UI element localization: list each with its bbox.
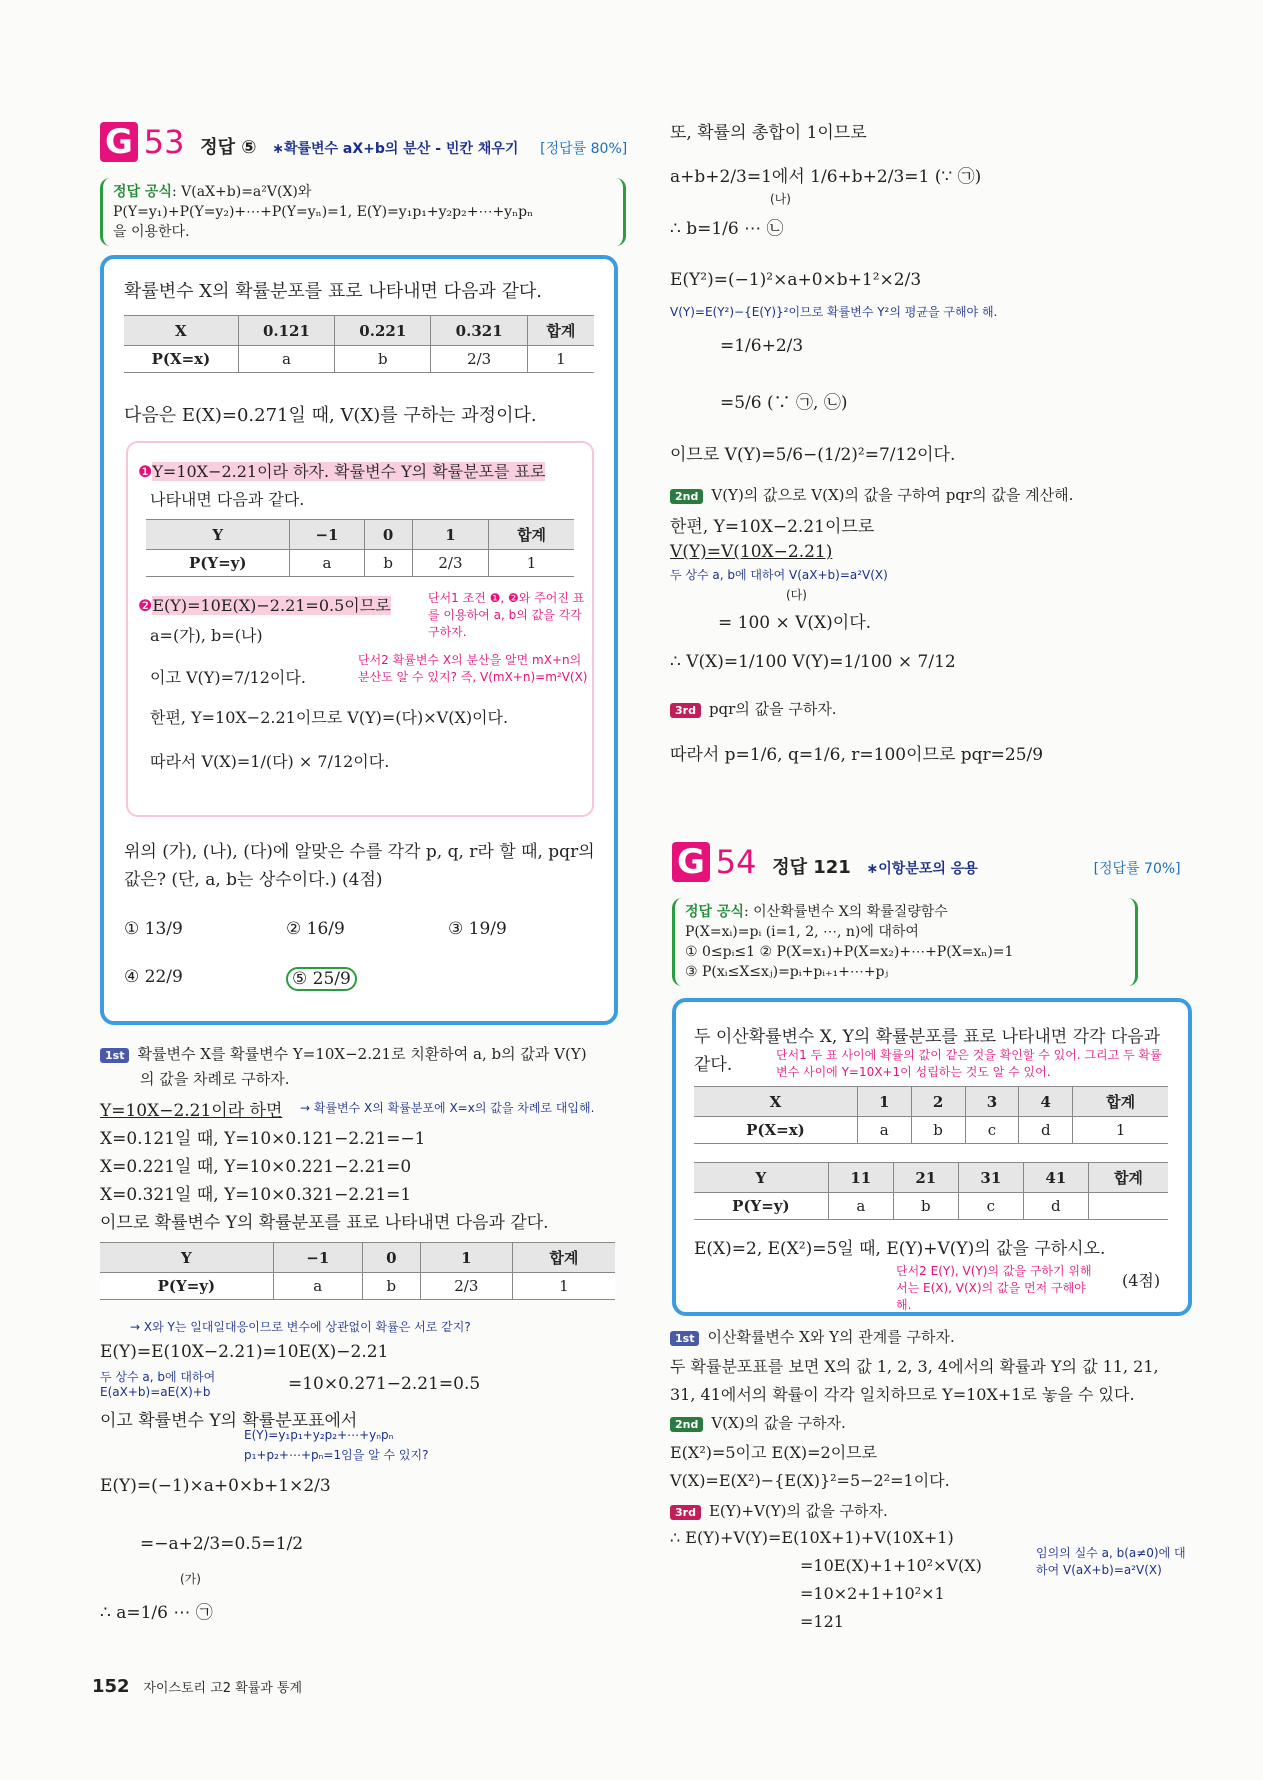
step-badge: 1st [100, 1048, 129, 1063]
solution-line: = 100 × V(X)이다. [718, 613, 872, 633]
formula-line: 이산확률변수 X의 확률질량함수 [753, 904, 948, 920]
table-cell: b [335, 346, 431, 373]
table-cell: b [364, 550, 412, 577]
step-title: pqr의 값을 구하자. [708, 700, 837, 718]
proof-line: E(Y)=10E(X)−2.21=0.5이므로 [152, 596, 391, 615]
table-cell: P(X=x) [694, 1117, 857, 1144]
topic-tag: ∗확률변수 aX+b의 분산 - 빈칸 채우기 [272, 141, 519, 157]
formula-line: ③ P(xᵢ≤X≤xⱼ)=pᵢ+pᵢ₊₁+⋯+pⱼ [685, 964, 889, 980]
solution-line: =121 [800, 1612, 844, 1631]
formula-label: 정답 공식 [685, 904, 744, 920]
solution-line: X=0.321일 때, Y=10×0.321−2.21=1 [100, 1185, 412, 1205]
proof-line: a=(가), b=(나) [150, 626, 263, 645]
table-cell: 1 [1073, 1117, 1168, 1144]
table-cell: P(X=x) [124, 346, 238, 373]
accuracy-rate: [정답률 80%] [540, 141, 628, 157]
step-title: E(Y)+V(Y)의 값을 구하자. [708, 1502, 888, 1520]
question-text: 같다. [694, 1055, 733, 1075]
step-title: V(Y)의 값으로 V(X)의 값을 구하여 pqr의 값을 계산해. [711, 486, 1074, 504]
table-header: 0.121 [238, 316, 334, 346]
step-3-heading [670, 698, 837, 719]
table-cell: 2/3 [412, 550, 488, 577]
table-header: 합계 [527, 316, 594, 346]
distribution-table-y [146, 519, 574, 577]
table-header: 합계 [512, 1243, 615, 1273]
question-54-box [672, 998, 1192, 1316]
proof-line: 한편, Y=10X−2.21이므로 V(Y)=(다)×V(X)이다. [150, 708, 509, 727]
book-title: 자이스토리 고2 확률과 통계 [143, 1681, 303, 1696]
table-header: 4 [1019, 1087, 1073, 1117]
hint-2: 단서2 E(Y), V(Y)의 값을 구하기 위해서는 E(X), V(X)의 값을 먼저 구해야 해. [896, 1264, 1092, 1312]
table-header: 합계 [489, 520, 574, 550]
step-3-heading [670, 1500, 888, 1521]
option-1[interactable]: ① 13/9 [124, 919, 183, 939]
solution-line: V(X)=E(X²)−{E(X)}²=5−2²=1이다. [670, 1471, 950, 1490]
option-2[interactable]: ② 16/9 [286, 919, 345, 939]
question-text: 두 이산확률변수 X, Y의 확률분포를 표로 나타내면 각각 다음과 [694, 1027, 1161, 1047]
step-2-heading [670, 484, 1073, 505]
step-title: V(X)의 값을 구하자. [711, 1414, 846, 1432]
problem-number: 53 [143, 123, 185, 161]
solution-note: → X와 Y는 일대일대응이므로 변수에 상관없이 확률은 서로 같지? [130, 1320, 471, 1334]
hint-1: 단서1 조건 ❶, ❷와 주어진 표를 이용하여 a, b의 값을 각각 구하자. [428, 591, 585, 639]
table-cell: 1 [489, 550, 574, 577]
step-2-heading [670, 1412, 846, 1433]
table-cell: 2/3 [420, 1273, 512, 1300]
option-5[interactable]: ⑤ 25/9 [286, 967, 357, 991]
table-cell: b [893, 1193, 958, 1220]
table-cell: d [1023, 1193, 1088, 1220]
solution-line: 두 확률분포표를 보면 X의 값 1, 2, 3, 4에서의 확률과 Y의 값 11, 21, [670, 1357, 1159, 1376]
table-cell: P(Y=y) [100, 1273, 273, 1300]
table-header: 합계 [1073, 1087, 1168, 1117]
solution-line: X=0.121일 때, Y=10×0.121−2.21=−1 [100, 1129, 426, 1149]
solution-line: 이므로 V(Y)=5/6−(1/2)²=7/12이다. [670, 445, 956, 465]
formula-line: 을 이용한다. [113, 224, 190, 240]
step-badge: 3rd [670, 703, 701, 718]
table-cell: b [911, 1117, 965, 1144]
formula-label: 정답 공식 [113, 184, 172, 200]
step-title: 확률변수 X를 확률변수 Y=10X−2.21로 치환하여 a, b의 값과 V(Y) [137, 1045, 587, 1063]
solution-line: Y=10X−2.21이라 하면 [100, 1101, 283, 1121]
proof-line: 나타내면 다음과 같다. [150, 490, 305, 509]
blank-label: (가) [180, 1572, 201, 1586]
proof-box: ❶Y=10X−2.21이라 하자. 확률변수 Y의 확률분포를 표로 나타내면 다음과 같다. Y −1 0 1 합계 P(Y=y) a b 2/3 1 ❷E(Y)=10E(X)−2.21=0.5이므로 a=(가), b=(나) 이고 V(Y)=7/12이다. 한편, Y=10X−2.21이므로 V(Y)=(다)×V(X)이다. 따라서 V(X)=1/(다) × 7/12이다. 단서1 조건 ❶, ❷와 주어진 표를 이용하여 a, b의 값을 각각 구하자. 단서2 확률변수 X의 분산을 알면 mX+n의 분산도 알 수 있지? 즉, V(mX+n)=m²V(X) [126, 441, 594, 817]
table-header: 0.321 [431, 316, 527, 346]
page-number: 152 [92, 1676, 130, 1697]
solution-line: 따라서 p=1/6, q=1/6, r=100이므로 pqr=25/9 [670, 745, 1044, 765]
topic-tag: ∗이항분포의 응용 [866, 861, 978, 877]
solution-line: ∴ E(Y)+V(Y)=E(10X+1)+V(10X+1) [670, 1528, 954, 1547]
distribution-table-x [694, 1086, 1168, 1144]
solution-line: ∴ a=1/6 ⋯ ㉠ [100, 1603, 213, 1623]
table-header: Y [694, 1163, 828, 1193]
table-cell: 1 [512, 1273, 615, 1300]
question-text: 값은? (단, a, b는 상수이다.) (4점) [124, 870, 383, 890]
solution-line: =1/6+2/3 [720, 336, 804, 356]
step-title: 이산확률변수 X와 Y의 관계를 구하자. [707, 1328, 955, 1346]
solution-note: → 확률변수 X의 확률분포에 X=x의 값을 차례로 대입해. [300, 1101, 595, 1115]
blank-label: (나) [770, 192, 791, 206]
footer [92, 1676, 302, 1697]
table-header: 11 [828, 1163, 893, 1193]
hint-2: 단서2 확률변수 X의 분산을 알면 mX+n의 분산도 알 수 있지? 즉, V(mX+n)=m²V(X) [358, 653, 588, 684]
solution-line: =10E(X)+1+10²×V(X) [800, 1556, 982, 1575]
solution-note: 두 상수 a, b에 대하여 E(aX+b)=aE(X)+b [100, 1370, 216, 1399]
question-text: 위의 (가), (나), (다)에 알맞은 수를 각각 p, q, r라 할 때, pqr의 [124, 842, 595, 862]
proof-line: 이고 V(Y)=7/12이다. [150, 668, 306, 687]
table-cell: a [857, 1117, 911, 1144]
solution-line: =10×2+1+10²×1 [800, 1584, 945, 1603]
table-cell: 2/3 [431, 346, 527, 373]
table-header: X [124, 316, 238, 346]
table-header: 41 [1023, 1163, 1088, 1193]
solution-line: 한편, Y=10X−2.21이므로 [670, 517, 875, 537]
proof-line: Y=10X−2.21이라 하자. 확률변수 Y의 확률분포를 표로 [152, 462, 546, 481]
table-cell: d [1019, 1117, 1073, 1144]
proof-line: 따라서 V(X)=1/(다) × 7/12이다. [150, 752, 390, 771]
question-text: E(X)=2, E(X²)=5일 때, E(Y)+V(Y)의 값을 구하시오. [694, 1239, 1106, 1259]
table-header: 1 [420, 1243, 512, 1273]
table-header: X [694, 1087, 857, 1117]
formula-line: ① 0≤pᵢ≤1 ② P(X=x₁)+P(X=x₂)+⋯+P(X=xₙ)=1 [685, 944, 1014, 960]
solution-line: a+b+2/3=1에서 1/6+b+2/3=1 (∵ ㉠) [670, 167, 982, 187]
accuracy-rate: [정답률 70%] [1093, 861, 1181, 877]
table-header: 2 [911, 1087, 965, 1117]
table-header: 0.221 [335, 316, 431, 346]
table-header: 합계 [1088, 1163, 1168, 1193]
table-cell: P(Y=y) [694, 1193, 828, 1220]
solution-line: =−a+2/3=0.5=1/2 [140, 1534, 304, 1554]
table-header: 3 [965, 1087, 1019, 1117]
solution-line: ∴ b=1/6 ⋯ ㉡ [670, 219, 784, 239]
table-cell [1088, 1193, 1168, 1220]
solution-line: 이고 확률변수 Y의 확률분포표에서 [100, 1411, 358, 1431]
problem-number: 54 [715, 843, 757, 881]
problem-badge: G [672, 842, 710, 882]
distribution-table-x [124, 315, 594, 373]
step-badge: 1st [670, 1331, 699, 1346]
table-cell: a [290, 550, 364, 577]
solution-line: 또, 확률의 총합이 1이므로 [670, 123, 867, 143]
blank-label: (다) [786, 588, 807, 602]
problem-53-header [100, 122, 627, 162]
table-cell: P(Y=y) [146, 550, 290, 577]
solution-note: 두 상수 a, b에 대하여 V(aX+b)=a²V(X) [670, 568, 888, 582]
distribution-table-y [694, 1162, 1168, 1220]
solution-line: E(Y²)=(−1)²×a+0×b+1²×2/3 [670, 270, 922, 290]
solution-line: 이므로 확률변수 Y의 확률분포를 표로 나타내면 다음과 같다. [100, 1213, 549, 1233]
table-cell: a [828, 1193, 893, 1220]
points: (4점) [1122, 1271, 1161, 1290]
table-header: 0 [362, 1243, 420, 1273]
answer-formula: 정답 공식: V(aX+b)=a²V(X)와 P(Y=y₁)+P(Y=y₂)+⋯+P(Y=yₙ)=1, E(Y)=y₁p₁+y₂p₂+⋯+yₙpₙ 을 이용한다. [100, 178, 626, 246]
solution-line: E(X²)=5이고 E(X)=2이므로 [670, 1443, 878, 1462]
table-header: Y [100, 1243, 273, 1273]
answer-formula: 정답 공식: 이산확률변수 X의 확률질량함수 P(X=xᵢ)=pᵢ (i=1, 2, ⋯, n)에 대하여 ① 0≤pᵢ≤1 ② P(X=x₁)+P(X=x₂)+⋯+P(X=xₙ)=1 ③ P(xᵢ≤X≤xⱼ)=pᵢ+pᵢ₊₁+⋯+pⱼ [672, 898, 1138, 986]
solution-note: p₁+p₂+⋯+pₙ=1임을 알 수 있지? [244, 1448, 429, 1462]
solution-line: E(Y)=(−1)×a+0×b+1×2/3 [100, 1476, 331, 1496]
question-mid: 다음은 E(X)=0.271일 때, V(X)를 구하는 과정이다. [124, 405, 537, 426]
table-header: 31 [958, 1163, 1023, 1193]
solution-line: E(Y)=E(10X−2.21)=10E(X)−2.21 [100, 1342, 389, 1362]
question-53-box [100, 255, 618, 1025]
table-header: −1 [290, 520, 364, 550]
formula-line: P(X=xᵢ)=pᵢ (i=1, 2, ⋯, n)에 대하여 [685, 924, 919, 940]
solution-line: =10×0.271−2.21=0.5 [288, 1374, 481, 1394]
solution-line: ∴ V(X)=1/100 V(Y)=1/100 × 7/12 [670, 652, 956, 672]
answer-label: 정답 ⑤ [200, 137, 257, 158]
problem-badge: G [100, 122, 138, 162]
solution-note: 임의의 실수 a, b(a≠0)에 대하여 V(aX+b)=a²V(X) [1036, 1546, 1186, 1577]
step-1-heading [100, 1043, 620, 1064]
table-cell: a [238, 346, 334, 373]
table-header: −1 [273, 1243, 362, 1273]
option-4[interactable]: ④ 22/9 [124, 967, 183, 987]
table-cell: b [362, 1273, 420, 1300]
table-header: 0 [364, 520, 412, 550]
option-3[interactable]: ③ 19/9 [448, 919, 507, 939]
table-cell: a [273, 1273, 362, 1300]
table-cell: c [965, 1117, 1019, 1144]
table-header: 21 [893, 1163, 958, 1193]
solution-line: X=0.221일 때, Y=10×0.221−2.21=0 [100, 1157, 412, 1177]
table-header: 1 [412, 520, 488, 550]
solution-note: E(Y)=y₁p₁+y₂p₂+⋯+yₙpₙ [244, 1428, 394, 1442]
hint-1: 단서1 두 표 사이에 확률의 값이 같은 것을 확인할 수 있어. 그리고 두 확률변수 사이에 Y=10X+1이 성립하는 것도 알 수 있어. [776, 1048, 1162, 1079]
step-title: 의 값을 차례로 구하자. [140, 1070, 290, 1088]
question-intro: 확률변수 X의 확률분포를 표로 나타내면 다음과 같다. [124, 281, 543, 302]
step-1-heading [670, 1326, 955, 1347]
solution-table-y [100, 1242, 615, 1300]
solution-line: =5/6 (∵ ㉠, ㉡) [720, 393, 848, 413]
table-cell: c [958, 1193, 1023, 1220]
solution-note: V(Y)=E(Y²)−{E(Y)}²이므로 확률변수 Y²의 평균을 구해야 해. [670, 305, 998, 319]
formula-line: V(aX+b)=a²V(X)와 [181, 184, 312, 200]
problem-54-header [672, 842, 1181, 882]
table-cell: 1 [527, 346, 594, 373]
answer-label: 정답 121 [772, 857, 851, 878]
solution-line: V(Y)=V(10X−2.21) [670, 542, 833, 562]
step-badge: 3rd [670, 1505, 701, 1520]
table-header: 1 [857, 1087, 911, 1117]
formula-line: P(Y=y₁)+P(Y=y₂)+⋯+P(Y=yₙ)=1, E(Y)=y₁p₁+y₂p₂+⋯+yₙpₙ [113, 204, 534, 220]
step-badge: 2nd [670, 1417, 703, 1432]
table-header: Y [146, 520, 290, 550]
solution-line: 31, 41에서의 확률이 각각 일치하므로 Y=10X+1로 놓을 수 있다. [670, 1385, 1135, 1404]
step-badge: 2nd [670, 489, 703, 504]
